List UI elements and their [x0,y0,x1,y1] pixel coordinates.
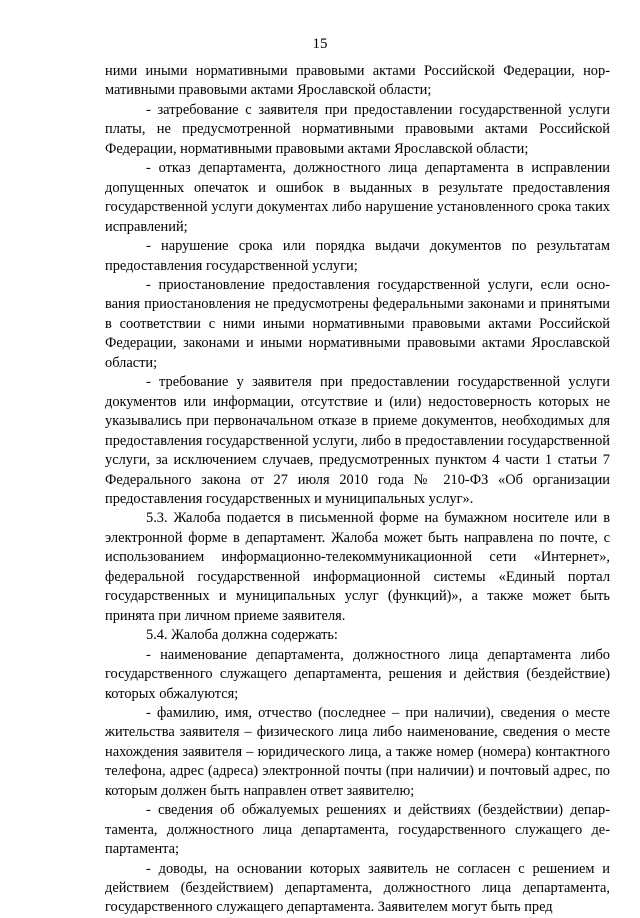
paragraph-list-item: - сведения об обжалуемых решениях и действиях (бездействии) департамента, должностного лица департамента, государственного служащего департамента; [105,802,610,858]
document-body [105,62,610,918]
paragraph-list-item: - доводы, на основании которых заявитель не согласен с решением и действием (бездействием) департамента, должностного лица департамента, государственного служащего департамента. Заявителем могут быть пред [105,860,610,916]
paragraph-list-item: - приостановление предоставления государственной услуги, если основания приостановления не предусмотрены федеральными законами и принятыми в соответствии с ними иными нормативными правовыми актами Российской Федерации, законами и иными нормативными правовыми актами Ярославской области; [105,276,610,371]
page-number: 15 [312,36,328,52]
paragraph-list-item: - нарушение срока или порядка выдачи документов по результатам предоставления государственной услуги; [105,238,610,274]
paragraph-list-item: - требование у заявителя при предоставлении государственной услуги документов или информации, отсутствие и (или) недостоверность которых не указывались при первоначальном отказе в приеме документов, необходимых для предоставления государственной услуги, либо в предоставлении государственной услуги, за исключением случаев, предусмотренных пунктом 4 части 1 статьи 7 Федерального закона от 27 июля 2010 года № 210-ФЗ «Об организации предоставления государственных и муниципальных услуг». [105,374,610,507]
paragraph-continuation: ними иными нормативными правовыми актами Российской Федерации, нормативными правовыми актами Ярославской области; [105,63,610,99]
paragraph-clause-5-3: 5.3. Жалоба подается в письменной форме на бумажном носителе или в электронной форме в департамент. Жалоба может быть направлена по почте, с использованием информационно-телекоммуникационной сети «Интернет», федеральной государственной информационной системы «Единый портал государственных и муниципальных услуг (функций)», а также может быть принята при личном приеме заявителя. [105,510,610,624]
paragraph-list-item: - затребование с заявителя при предоставлении государственной услуги платы, не предусмотренной нормативными правовыми актами Российской Федерации, нормативными правовыми актами Ярославской области; [105,101,610,157]
paragraph-list-item: - наименование департамента, должностного лица департамента либо государственного служащего департамента, решения и действия (бездействие) которых обжалуются; [105,646,610,702]
paragraph-list-item: - отказ департамента, должностного лица департамента в исправлении допущенных опечаток и ошибок в выданных в результате предоставления государственной услуги документах либо нарушение установленного срока таких исправлений; [105,160,610,235]
paragraph-list-item: - фамилию, имя, отчество (последнее – при наличии), сведения о месте жительства заявителя – физического лица либо наименование, сведения о месте нахождения заявителя – юридического лица, а также номер (номера) контактного телефона, адрес (адреса) электронной почты (при наличии) и почтовый адрес, по которым должен быть направлен ответ заявителю; [105,704,610,799]
paragraph-clause-5-4: 5.4. Жалоба должна содержать: [146,627,338,644]
